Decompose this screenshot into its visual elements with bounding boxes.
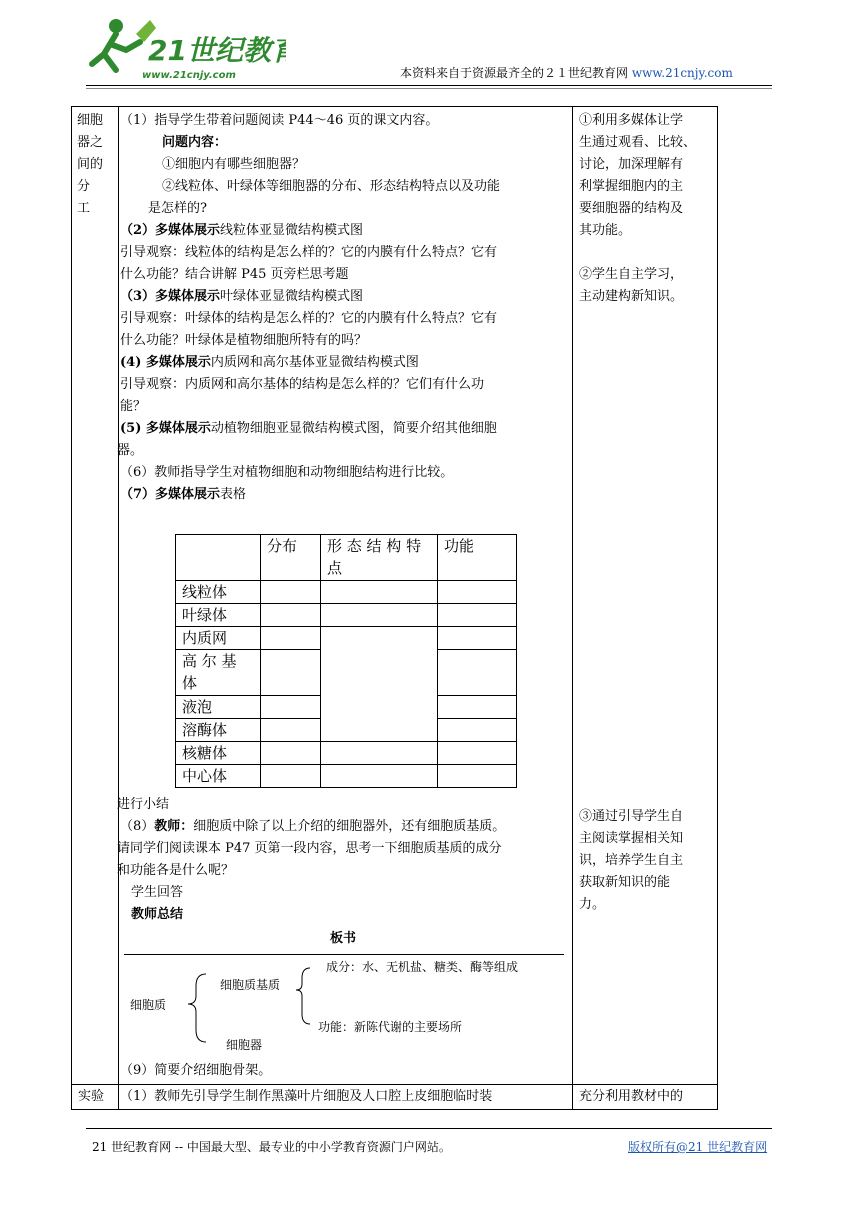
footer-site-description: 21 世纪教育网 -- 中国最大型、最专业的中小学教育资源门户网站。 bbox=[92, 1140, 451, 1154]
table-row-label: 溶酶体 bbox=[176, 719, 261, 742]
footer-divider bbox=[86, 1128, 772, 1129]
table-row-label: 核糖体 bbox=[176, 742, 261, 765]
header-divider-thin bbox=[86, 88, 772, 89]
para-5: (5) 多媒体展示动植物细胞亚显微结构模式图，简要介绍其他细胞 bbox=[120, 421, 497, 436]
footer-copyright-link[interactable]: 版权所有@21 世纪教育网 bbox=[628, 1140, 768, 1154]
para-3-guide-cont: 什么功能？叶绿体是植物细胞所特有的吗？ bbox=[120, 333, 368, 348]
table-header-empty bbox=[176, 535, 261, 581]
table-row-label: 中心体 bbox=[176, 765, 261, 788]
question-1: ①细胞内有哪些细胞器？ bbox=[162, 157, 306, 172]
board-function: 功能：新陈代谢的主要场所 bbox=[318, 1020, 463, 1034]
row2-note: 充分利用教材中的 bbox=[579, 1089, 684, 1104]
row-label-organelle-division: 细胞 器之 间的 分 工 bbox=[77, 113, 104, 216]
para-4-guide-cont: 能？ bbox=[120, 399, 147, 414]
header-source-url[interactable]: www.21cnjy.com bbox=[631, 66, 733, 80]
para-6: （6）教师指导学生对植物细胞和动物细胞结构进行比较。 bbox=[120, 465, 454, 480]
site-logo bbox=[86, 14, 286, 84]
para-2-guide-cont: 什么功能？结合讲解 P45 页旁栏思考题 bbox=[120, 267, 349, 282]
summary-text: 进行小结 bbox=[117, 797, 170, 812]
row-divider bbox=[71, 1084, 718, 1085]
row-label-experiment: 实验 bbox=[78, 1089, 105, 1104]
para-8: （8）教师：细胞质中除了以上介绍的细胞器外，还有细胞质基质。 bbox=[120, 819, 506, 834]
para-4: (4) 多媒体展示内质网和高尔基体亚显微结构模式图 bbox=[120, 355, 419, 370]
row1-content bbox=[117, 110, 501, 506]
col-divider-1 bbox=[118, 106, 119, 1110]
para-3-guide: 引导观察：叶绿体的结构是怎么样的？它的内膜有什么特点？它有 bbox=[120, 311, 498, 326]
para-7: （7）多媒体展示表格 bbox=[120, 487, 247, 502]
table-header-function: 功能 bbox=[438, 535, 517, 581]
question-2-cont: 是怎样的? bbox=[148, 201, 207, 216]
table-row-label: 高 尔 基 体 bbox=[176, 650, 261, 696]
table-row-label: 液泡 bbox=[176, 696, 261, 719]
board-organelle: 细胞器 bbox=[226, 1038, 263, 1052]
teacher-summary: 教师总结 bbox=[131, 907, 184, 922]
question-2: ②线粒体、叶绿体等细胞器的分布、形态结构特点以及功能 bbox=[162, 179, 501, 194]
board-matrix: 细胞质基质 bbox=[220, 978, 281, 992]
header-source-prefix: 本资料来自于资源最齐全的 bbox=[400, 66, 545, 80]
board-title: 板书 bbox=[330, 931, 357, 946]
para-8-cont: 请同学们阅读课本 P47 页第一段内容，思考一下细胞质基质的成分 bbox=[117, 841, 502, 856]
logo-url: www.21cnjy.com bbox=[142, 70, 236, 81]
row1b-notes: ③通过引导学生自 主阅读掌握相关知 识，培养学生自主 获取新知识的能 力。 bbox=[579, 809, 684, 912]
header-source-site: ２１世纪教育网 bbox=[544, 66, 629, 80]
para-5-cont: 器。 bbox=[117, 443, 144, 458]
table-header-distribution: 分布 bbox=[261, 535, 321, 581]
header-source bbox=[400, 64, 733, 81]
board-divider bbox=[124, 954, 564, 955]
para-9: （9）简要介绍细胞骨架。 bbox=[120, 1063, 272, 1078]
row2-text: （1）教师先引导学生制作黑藻叶片细胞及人口腔上皮细胞临时装 bbox=[120, 1089, 493, 1104]
table-row-label: 叶绿体 bbox=[176, 604, 261, 627]
board-diagram bbox=[124, 956, 564, 1056]
para-2: （2）多媒体展示线粒体亚显微结构模式图 bbox=[120, 223, 364, 238]
board-root: 细胞质 bbox=[130, 998, 167, 1012]
logo-text: 21世纪教育 bbox=[148, 34, 286, 67]
question-heading: 问题内容： bbox=[162, 135, 228, 150]
col-divider-2 bbox=[572, 106, 573, 1110]
board-composition: 成分：水、无机盐、糖类、酶等组成 bbox=[326, 960, 519, 974]
para-3: （3）多媒体展示叶绿体亚显微结构模式图 bbox=[120, 289, 364, 304]
table-row-label: 内质网 bbox=[176, 627, 261, 650]
para-1: （1）指导学生带着问题阅读 P44～46 页的课文内容。 bbox=[120, 113, 439, 128]
organelle-comparison-table bbox=[175, 534, 517, 788]
para-8-cont2: 和功能各是什么呢？ bbox=[117, 863, 235, 878]
para-2-guide: 引导观察：线粒体的结构是怎么样的？它的内膜有什么特点？它有 bbox=[120, 245, 498, 260]
para-4-guide: 引导观察：内质网和高尔基体的结构是怎么样的？它们有什么功 bbox=[120, 377, 485, 392]
student-answer: 学生回答 bbox=[131, 885, 184, 900]
row1-notes: ①利用多媒体让学 生通过观看、比较、 讨论，加深理解有 利掌握细胞内的主 要细胞器的结构及 其功能。 ②学生自主学习， 主动建构新知识。 bbox=[579, 113, 697, 304]
header-divider bbox=[86, 85, 772, 86]
row1-lower-content bbox=[117, 794, 505, 926]
table-row-label: 线粒体 bbox=[176, 581, 261, 604]
table-header-structure: 形 态 结 构 特 点 bbox=[321, 535, 438, 581]
